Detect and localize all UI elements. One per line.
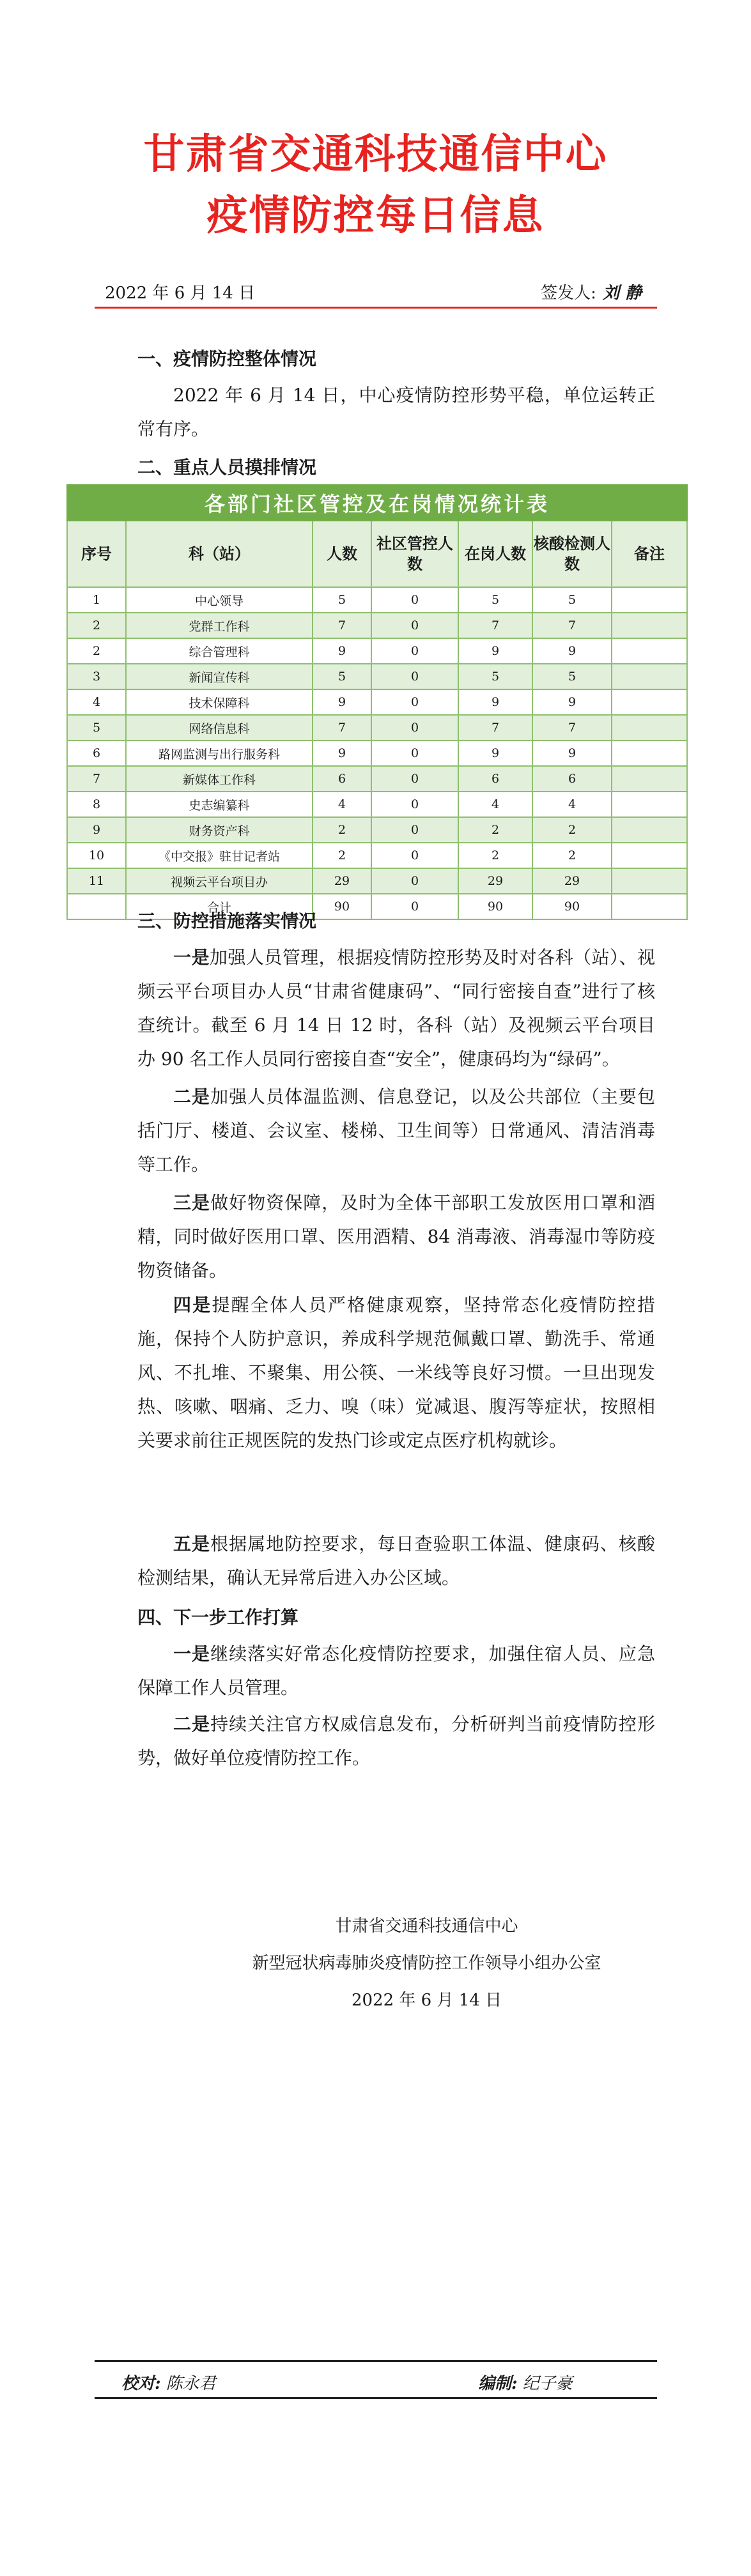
footer-top-rule [95,2360,657,2362]
table-row [67,792,687,817]
section-3-item-5 [137,1527,655,1595]
total-nucleic: 90 [532,894,612,919]
cell-nucleic: 29 [532,868,612,894]
cell-onduty: 9 [458,689,532,715]
table-row [67,766,687,792]
proofreader [121,2370,216,2394]
proofreader-name: 陈永君 [166,2374,216,2393]
cell-nucleic: 4 [532,792,612,817]
item-text: 持续关注官方权威信息发布，分析研判当前疫情防控形势，做好单位疫情防控工作。 [137,1713,655,1768]
table-row [67,638,687,664]
table-row [67,868,687,894]
cell-dept: 网络信息科 [126,715,313,740]
item-text: 加强人员体温监测、信息登记，以及公共部位（主要包括门厅、楼道、会议室、楼梯、卫生间等）日常通风、清洁消毒等工作。 [137,1086,655,1175]
table-row [67,689,687,715]
issue-date: 2022 年 6 月 14 日 [105,284,256,303]
cell-note [612,792,687,817]
cell-onduty: 4 [458,792,532,817]
cell-dept: 中心领导 [126,587,313,613]
section-3-item-4 [137,1288,655,1457]
footer-bottom-rule [95,2397,657,2399]
proofreader-label: 校对: [121,2374,161,2393]
header-nucleic: 核酸检测人数 [532,521,612,587]
cell-note [612,689,687,715]
cell-community: 0 [371,638,458,664]
signature-office: 新型冠状病毒肺炎疫情防控工作领导小组办公室 [252,1954,601,1973]
header-count: 人数 [313,521,371,587]
cell-dept: 党群工作科 [126,613,313,638]
section-4-item-2 [137,1707,655,1775]
cell-count: 9 [313,740,371,766]
header-dept: 科（站） [126,521,313,587]
cell-no: 5 [67,715,126,740]
cell-onduty: 6 [458,766,532,792]
cell-onduty: 7 [458,715,532,740]
cell-nucleic: 7 [532,613,612,638]
cell-dept: 史志编纂科 [126,792,313,817]
footer-row [95,2370,657,2396]
cell-no: 1 [67,587,126,613]
cell-no: 3 [67,664,126,689]
cell-nucleic: 9 [532,689,612,715]
cell-count: 7 [313,715,371,740]
item-lead: 四是 [173,1294,212,1315]
section-3-item-1 [137,940,655,1076]
item-lead: 二是 [173,1713,211,1735]
cell-community: 0 [371,792,458,817]
signature-block [0,1908,751,2019]
cell-community: 0 [371,740,458,766]
cell-no: 9 [67,817,126,843]
header-no: 序号 [67,521,126,587]
cell-no: 4 [67,689,126,715]
cell-nucleic: 9 [532,638,612,664]
cell-community: 0 [371,715,458,740]
table-row [67,817,687,843]
cell-onduty: 9 [458,638,532,664]
cell-no: 6 [67,740,126,766]
section-2-heading: 二、重点人员摸排情况 [137,457,317,478]
cell-dept: 新媒体工作科 [126,766,313,792]
cell-note [612,766,687,792]
cell-note [612,638,687,664]
section-1-heading: 一、疫情防控整体情况 [137,348,317,369]
item-lead: 一是 [173,947,210,968]
cell-nucleic: 2 [532,843,612,868]
header-divider [95,307,657,309]
total-row-no [67,894,126,919]
date-signer-row [95,280,657,305]
cell-onduty: 2 [458,817,532,843]
table-row [67,715,687,740]
header-note: 备注 [612,521,687,587]
cell-count: 6 [313,766,371,792]
editor [478,2370,573,2394]
cell-dept: 综合管理科 [126,638,313,664]
table-row [67,587,687,613]
total-label: 合计 [126,894,313,919]
total-community: 0 [371,894,458,919]
cell-note [612,817,687,843]
cell-count: 7 [313,613,371,638]
signature-org: 甘肃省交通科技通信中心 [335,1917,518,1936]
section-3-item-3 [137,1186,655,1287]
cell-nucleic: 7 [532,715,612,740]
cell-nucleic: 9 [532,740,612,766]
cell-note [612,740,687,766]
editor-name: 纪子豪 [522,2374,573,2393]
total-note [612,894,687,919]
table-caption: 各部门社区管控及在岗情况统计表 [67,485,687,521]
cell-no: 7 [67,766,126,792]
item-text: 加强人员管理，根据疫情防控形势及时对各科（站）、视频云平台项目办人员“甘肃省健康码”、“同行密接自查”进行了核查统计。截至 6 月 14 日 12 时，各科（站）及视频云平台项目办 90 名工作人员同行密接自查“安全”，健康码均为“绿码”。 [137,947,655,1070]
cell-dept: 技术保障科 [126,689,313,715]
item-text: 根据属地防控要求，每日查验职工体温、健康码、核酸检测结果，确认无异常后进入办公区域。 [137,1533,655,1588]
cell-dept: 视频云平台项目办 [126,868,313,894]
header-community: 社区管控人数 [371,521,458,587]
cell-count: 5 [313,587,371,613]
cell-no: 10 [67,843,126,868]
table-row [67,740,687,766]
cell-onduty: 5 [458,587,532,613]
cell-no: 2 [67,613,126,638]
cell-note [612,868,687,894]
cell-community: 0 [371,689,458,715]
cell-count: 29 [313,868,371,894]
signer [541,280,642,303]
table-row [67,664,687,689]
cell-note [612,587,687,613]
cell-count: 4 [313,792,371,817]
cell-onduty: 5 [458,664,532,689]
cell-no: 8 [67,792,126,817]
total-onduty: 90 [458,894,532,919]
cell-onduty: 7 [458,613,532,638]
cell-nucleic: 5 [532,664,612,689]
cell-nucleic: 5 [532,587,612,613]
cell-dept: 财务资产科 [126,817,313,843]
cell-count: 5 [313,664,371,689]
cell-note [612,843,687,868]
cell-dept: 路网监测与出行服务科 [126,740,313,766]
cell-note [612,715,687,740]
cell-onduty: 29 [458,868,532,894]
header-onduty: 在岗人数 [458,521,532,587]
cell-count: 2 [313,843,371,868]
item-text: 提醒全体人员严格健康观察，坚持常态化疫情防控措施，保持个人防护意识，养成科学规范佩戴口罩、勤洗手、常通风、不扎堆、不聚集、用公筷、一米线等良好习惯。一旦出现发热、咳嗽、咽痛、乏力、嗅（味）觉减退、腹泻等症状，按照相关要求前往正规医院的发热门诊或定点医疗机构就诊。 [137,1294,655,1451]
item-lead: 五是 [173,1533,211,1554]
item-text: 继续落实好常态化疫情防控要求，加强住宿人员、应急保障工作人员管理。 [137,1643,655,1698]
cell-dept: 新闻宣传科 [126,664,313,689]
signer-label: 签发人: [541,284,596,303]
signer-name: 刘 静 [602,284,642,303]
cell-count: 2 [313,817,371,843]
cell-dept: 《中交报》驻甘记者站 [126,843,313,868]
cell-count: 9 [313,689,371,715]
cell-community: 0 [371,868,458,894]
cell-community: 0 [371,587,458,613]
cell-onduty: 2 [458,843,532,868]
table-row [67,613,687,638]
item-lead: 三是 [173,1192,211,1213]
table-row [67,843,687,868]
cell-community: 0 [371,817,458,843]
document-title: 甘肃省交通科技通信中心 [143,130,608,178]
statistics-table [66,484,688,920]
cell-count: 9 [313,638,371,664]
section-3-heading: 三、防控措施落实情况 [137,910,317,931]
cell-community: 0 [371,613,458,638]
document-subtitle: 疫情防控每日信息 [206,192,545,240]
item-lead: 二是 [173,1086,211,1107]
cell-nucleic: 6 [532,766,612,792]
section-3-item-2 [137,1080,655,1181]
cell-onduty: 9 [458,740,532,766]
cell-nucleic: 2 [532,817,612,843]
cell-no: 11 [67,868,126,894]
cell-community: 0 [371,843,458,868]
item-lead: 一是 [173,1643,211,1664]
section-4-item-1 [137,1637,655,1705]
total-count: 90 [313,894,371,919]
item-text: 做好物资保障，及时为全体干部职工发放医用口罩和酒精，同时做好医用口罩、医用酒精、84 消毒液、消毒湿巾等防疫物资储备。 [137,1192,655,1281]
cell-community: 0 [371,766,458,792]
cell-note [612,664,687,689]
signature-date: 2022 年 6 月 14 日 [351,1991,502,2010]
cell-note [612,613,687,638]
cell-no: 2 [67,638,126,664]
section-4-heading: 四、下一步工作打算 [137,1607,299,1628]
cell-community: 0 [371,664,458,689]
section-1-text: 2022 年 6 月 14 日，中心疫情防控形势平稳，单位运转正常有序。 [137,385,655,440]
editor-label: 编制: [478,2374,518,2393]
